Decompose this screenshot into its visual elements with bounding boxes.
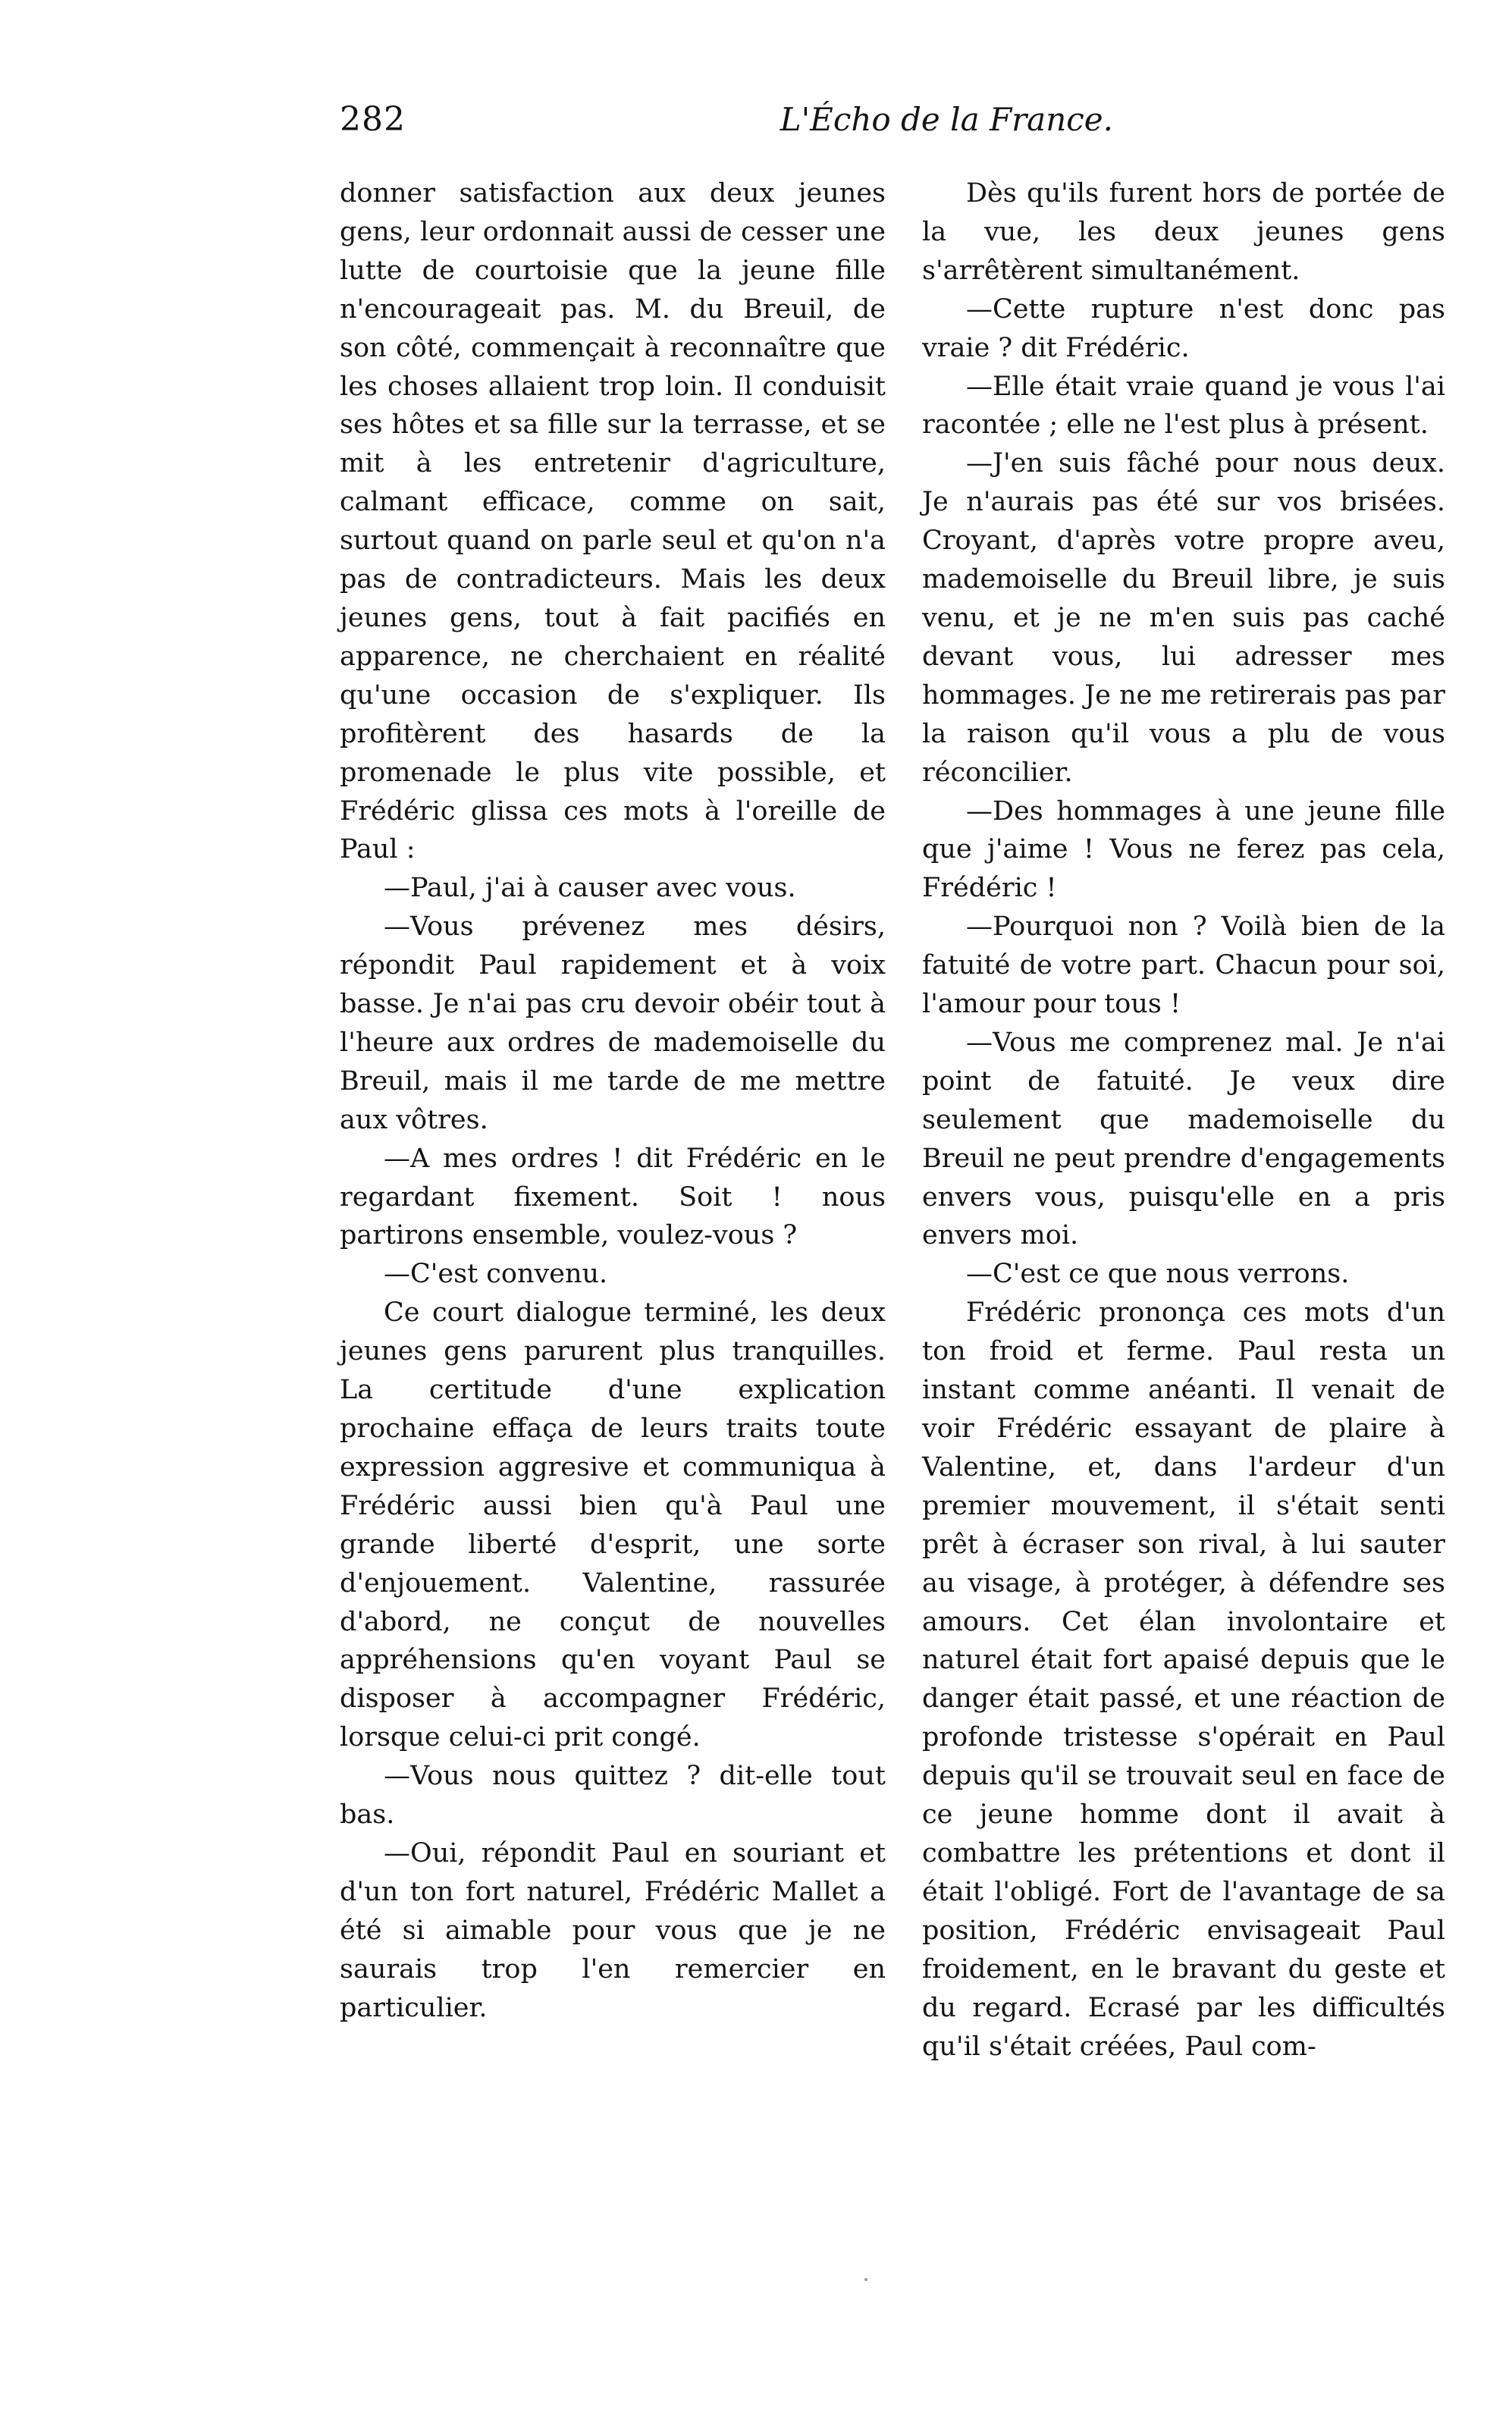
paragraph: —Oui, répondit Paul en souriant et d'un ton fort naturel, Frédéric Mallet a été si aimable pour vous que je ne saurais trop l'en remercier en particulier. [340, 1837, 886, 2023]
paragraph: —C'est ce que nous verrons. [966, 1259, 1350, 1290]
paragraph: —Pourquoi non ? Voilà bien de la fatuité de votre part. Chacun pour soi, l'amour pour tous ! [922, 911, 1445, 1020]
left-column [340, 174, 886, 2028]
page-number: 282 [340, 100, 406, 139]
paragraph: Dès qu'ils furent hors de portée de la vue, les deux jeunes gens s'arrêtèrent simultanément. [922, 178, 1445, 286]
paragraph: —Vous nous quittez ? dit-elle tout bas. [340, 1761, 886, 1831]
journal-title: L'Écho de la France. [780, 101, 1113, 138]
paragraph: —J'en suis fâché pour nous deux. Je n'aurais pas été sur vos brisées. Croyant, d'après votre propre aveu, mademoiselle du Breuil libre, je suis venu, et je ne m'en suis pas caché devant vous, lui adresser mes hommages. Je ne me retirerais pas par la raison qu'il vous a plu de vous réconcilier. [922, 448, 1445, 788]
paragraph: —Paul, j'ai à causer avec vous. [384, 873, 796, 904]
paragraph: —Elle était vraie quand je vous l'ai racontée ; elle ne l'est plus à présent. [922, 371, 1445, 441]
paragraph: —Cette rupture n'est donc pas vraie ? dit Frédéric. [922, 293, 1445, 363]
paragraph: Ce court dialogue terminé, les deux jeunes gens parurent plus tranquilles. La certitude d'une explication prochaine effaça de leurs traits toute expression aggresive et communiqua à Frédéric aussi bien qu'à Paul une grande liberté d'esprit, une sorte d'enjouement. Valentine, rassurée d'abord, ne conçut de nouvelles appréhensions qu'en voyant Paul se disposer à accompagner Frédéric, lorsque celui-ci prit congé. [340, 1297, 886, 1753]
right-column [922, 174, 1445, 2066]
paragraph: —C'est convenu. [384, 1259, 608, 1290]
print-speck [864, 2278, 867, 2281]
paragraph: donner satisfaction aux deux jeunes gens, leur ordonnait aussi de cesser une lutte de courtoisie que la jeune fille n'encourageait pas. M. du Breuil, de son côté, commençait à reconnaître que les choses allaient trop loin. Il conduisit ses hôtes et sa fille sur la terrasse, et se mit à les entretenir d'agriculture, calmant efficace, comme on sait, surtout quand on parle seul et qu'on n'a pas de contradicteurs. Mais les deux jeunes gens, tout à fait pacifiés en apparence, ne cherchaient en réalité qu'une occasion de s'expliquer. Ils profitèrent des hasards de la promenade le plus vite possible, et Frédéric glissa ces mots à l'oreille de Paul : [340, 178, 886, 865]
paragraph: —Des hommages à une jeune fille que j'aime ! Vous ne ferez pas cela, Frédéric ! [922, 795, 1445, 904]
paragraph: Frédéric prononça ces mots d'un ton froid et ferme. Paul resta un instant comme anéanti. Il venait de voir Frédéric essayant de plaire à Valentine, et, dans l'ardeur d'un premier mouvement, il s'était senti prêt à écraser son rival, à lui sauter au visage, à protéger, à défendre ses amours. Cet élan involontaire et naturel était fort apaisé depuis que le danger était passé, et une réaction de profonde tristesse s'opérait en Paul depuis qu'il se trouvait seul en face de ce jeune homme dont il avait à combattre les prétentions et dont il était l'obligé. Fort de l'avantage de sa position, Frédéric envisageait Paul froidement, en le bravant du geste et du regard. Ecrasé par les difficultés qu'il s'était créées, Paul com- [922, 1297, 1445, 2062]
paragraph: —A mes ordres ! dit Frédéric en le regardant fixement. Soit ! nous partirons ensemble, voulez-vous ? [340, 1143, 886, 1251]
paragraph: —Vous me comprenez mal. Je n'ai point de fatuité. Je veux dire seulement que mademoiselle du Breuil ne peut prendre d'engagements envers vous, puisqu'elle en a pris envers moi. [922, 1027, 1445, 1251]
running-head [340, 97, 1113, 143]
paragraph: —Vous prévenez mes désirs, répondit Paul rapidement et à voix basse. Je n'ai pas cru devoir obéir tout à l'heure aux ordres de mademoiselle du Breuil, mais il me tarde de me mettre aux vôtres. [340, 911, 886, 1135]
